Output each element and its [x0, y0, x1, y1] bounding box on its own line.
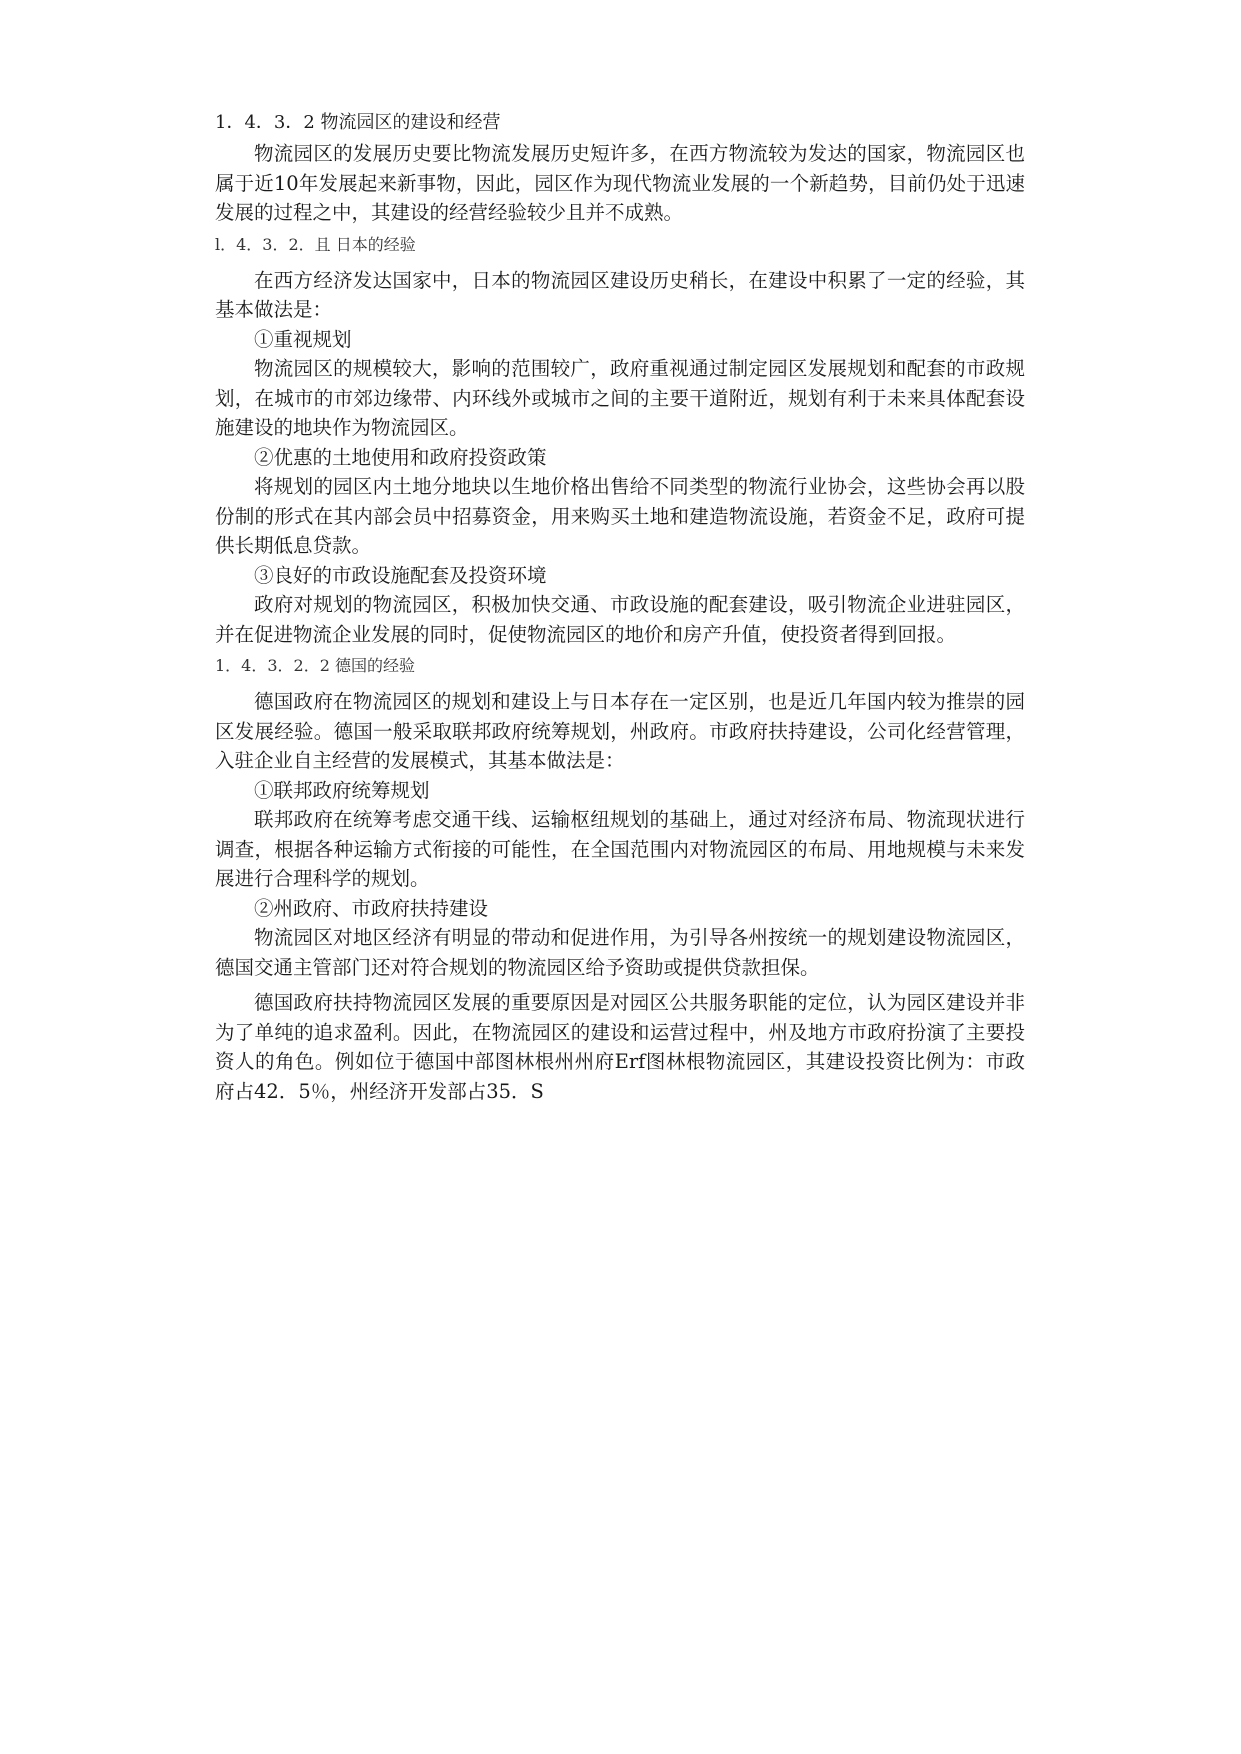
- japan-item-3-paragraph: 政府对规划的物流园区，积极加快交通、市政设施的配套建设，吸引物流企业进驻园区，并在促进物流企业发展的同时，促使物流园区的地价和房产升值，使投资者得到回报。: [215, 593, 1025, 646]
- germany-item-1-title: ①联邦政府统筹规划: [254, 778, 430, 802]
- japan-item-2-paragraph: 将规划的园区内土地分地块以生地价格出售给不同类型的物流行业协会，这些协会再以股份制的形式在其内部会员中招募资金，用来购买土地和建造物流设施，若资金不足，政府可提供长期低息贷款。: [215, 475, 1025, 557]
- japan-intro-paragraph: 在西方经济发达国家中，日本的物流园区建设历史稍长，在建设中积累了一定的经验，其基本做法是：: [215, 268, 1025, 321]
- section-heading: 1．4．3．2 物流园区的建设和经营: [215, 112, 501, 133]
- japan-item-1-paragraph: 物流园区的规模较大，影响的范围较广，政府重视通过制定园区发展规划和配套的市政规划，在城市的市郊边缘带、内环线外或城市之间的主要干道附近，规划有利于未来具体配套设施建设的地块作为物流园区。: [215, 357, 1025, 439]
- japan-subheading: l．4．3．2．且 日本的经验: [215, 234, 416, 254]
- germany-closing-paragraph: 德国政府扶持物流园区发展的重要原因是对园区公共服务职能的定位，认为园区建设并非为了单纯的追求盈利。因此，在物流园区的建设和运营过程中，州及地方市政府扮演了主要投资人的角色。例如位于德国中部图林根州州府Erf图林根物流园区，其建设投资比例为：市政府占42．5％，州经济开发部占35．S: [215, 991, 1025, 1103]
- germany-subheading: 1．4．3．2．2 德国的经验: [215, 656, 415, 675]
- section-intro-paragraph: 物流园区的发展历史要比物流发展历史短许多，在西方物流较为发达的国家，物流园区也属于近10年发展起来新事物，因此，园区作为现代物流业发展的一个新趋势，目前仍处于迅速发展的过程之中，其建设的经营经验较少且并不成熟。: [215, 142, 1025, 224]
- japan-item-3-title: ③良好的市政设施配套及投资环境: [254, 563, 547, 587]
- germany-intro-paragraph: 德国政府在物流园区的规划和建设上与日本存在一定区别，也是近几年国内较为推崇的园区发展经验。德国一般采取联邦政府统筹规划，州政府。市政府扶持建设，公司化经营管理，入驻企业自主经营的发展模式，其基本做法是：: [215, 690, 1025, 772]
- japan-item-2-title: ②优惠的土地使用和政府投资政策: [254, 445, 547, 469]
- document-body: [215, 107, 1025, 1106]
- germany-item-2-title: ②州政府、市政府扶持建设: [254, 896, 489, 920]
- japan-item-1-title: ①重视规划: [254, 327, 352, 351]
- germany-item-1-paragraph: 联邦政府在统筹考虑交通干线、运输枢纽规划的基础上，通过对经济布局、物流现状进行调查，根据各种运输方式衔接的可能性，在全国范围内对物流园区的布局、用地规模与未来发展进行合理科学的规划。: [215, 808, 1025, 890]
- germany-item-2-paragraph: 物流园区对地区经济有明显的带动和促进作用，为引导各州按统一的规划建设物流园区，德国交通主管部门还对符合规划的物流园区给予资助或提供贷款担保。: [215, 926, 1025, 979]
